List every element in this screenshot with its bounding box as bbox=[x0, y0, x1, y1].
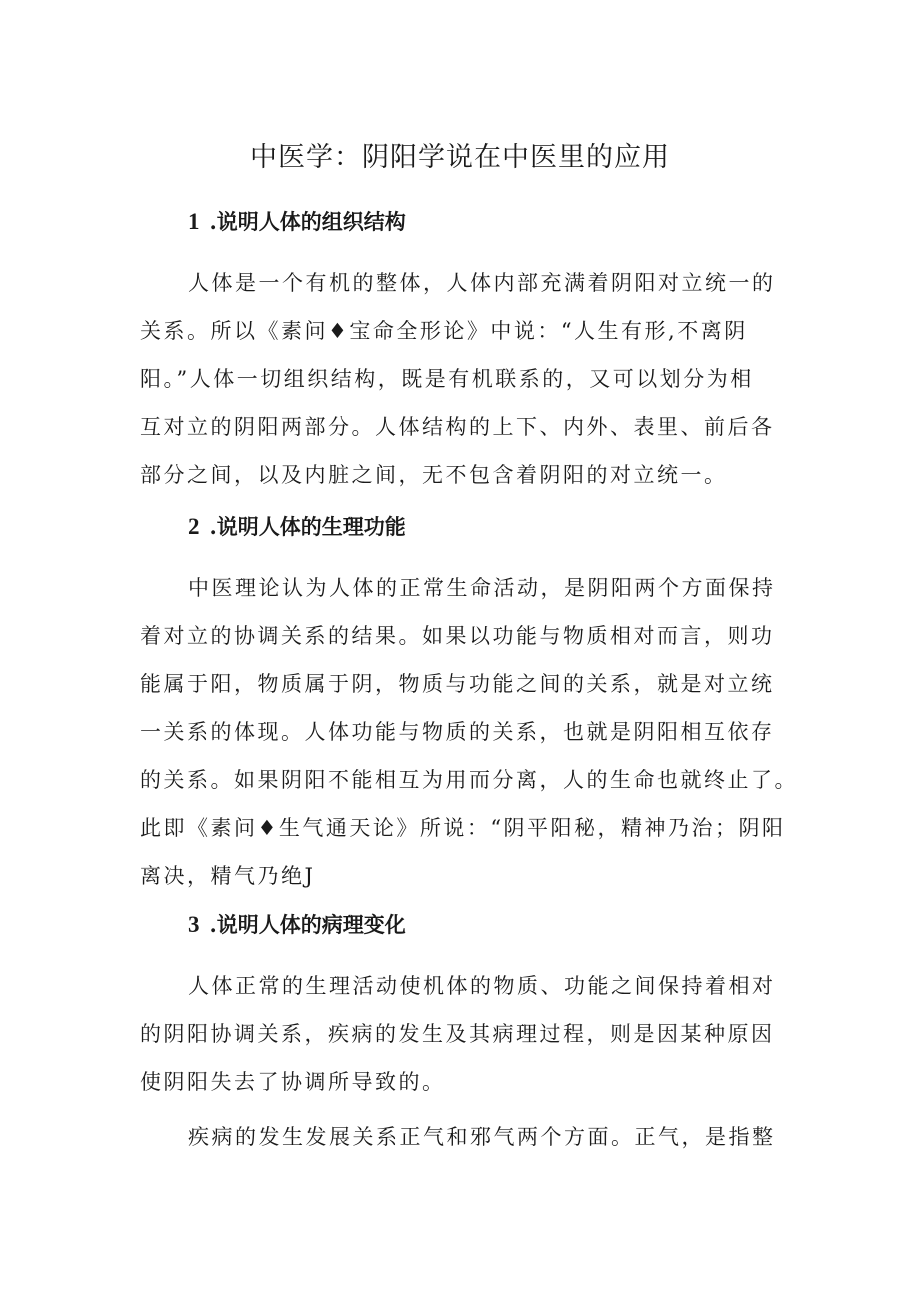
section-number: 2 bbox=[188, 514, 200, 539]
text-line: 中医理论认为人体的正常生命活动，是阴阳两个方面保持 bbox=[188, 576, 776, 600]
section-heading-2 bbox=[188, 512, 406, 542]
paragraph bbox=[140, 564, 798, 900]
section-heading-text: .说明人体的组织结构 bbox=[209, 209, 406, 234]
text-line: 一关系的体现。人体功能与物质的关系，也就是阴阳相互依存 bbox=[140, 720, 775, 744]
paragraph bbox=[140, 962, 780, 1106]
text-line: 部分之间，以及内脏之间，无不包含着阴阳的对立统一。 bbox=[140, 463, 728, 487]
text-line: 人体正常的生理活动使机体的物质、功能之间保持着相对 bbox=[188, 974, 776, 998]
text-line: 使阴阳失去了协调所导致的。 bbox=[140, 1070, 446, 1094]
text-line: 阳。”人体一切组织结构，既是有机联系的，又可以划分为相 bbox=[140, 367, 754, 391]
section-heading-text: .说明人体的病理变化 bbox=[209, 912, 406, 937]
paragraph bbox=[140, 1113, 780, 1161]
text-line: 疾病的发生发展关系正气和邪气两个方面。正气，是指整 bbox=[188, 1125, 776, 1149]
text-line: 着对立的协调关系的结果。如果以功能与物质相对而言，则功 bbox=[140, 624, 775, 648]
page-title: 中医学：阴阳学说在中医里的应用 bbox=[250, 142, 670, 173]
text-line: 关系。所以《素问♦宝命全形论》中说：“人生有形,不离阴 bbox=[140, 319, 748, 343]
text-line: 此即《素问♦生气通天论》所说：“阴平阳秘，精神乃治；阴阳 bbox=[140, 816, 786, 840]
text-line: 的关系。如果阴阳不能相互为用而分离，人的生命也就终止了。 bbox=[140, 768, 798, 792]
section-heading-3 bbox=[188, 910, 406, 940]
text-line: 的阴阳协调关系，疾病的发生及其病理过程，则是因某种原因 bbox=[140, 1022, 775, 1046]
text-line: 互对立的阴阳两部分。人体结构的上下、内外、表里、前后各 bbox=[140, 415, 775, 439]
text-line: 离决，精气乃绝J bbox=[140, 864, 316, 888]
section-heading-1 bbox=[188, 207, 406, 237]
paragraph bbox=[140, 259, 780, 499]
text-line: 人体是一个有机的整体，人体内部充满着阴阳对立统一的 bbox=[188, 271, 776, 295]
text-line: 能属于阳，物质属于阴，物质与功能之间的关系，就是对立统 bbox=[140, 672, 775, 696]
section-number: 3 bbox=[188, 912, 200, 937]
section-number: 1 bbox=[188, 209, 200, 234]
section-heading-text: .说明人体的生理功能 bbox=[209, 514, 406, 539]
